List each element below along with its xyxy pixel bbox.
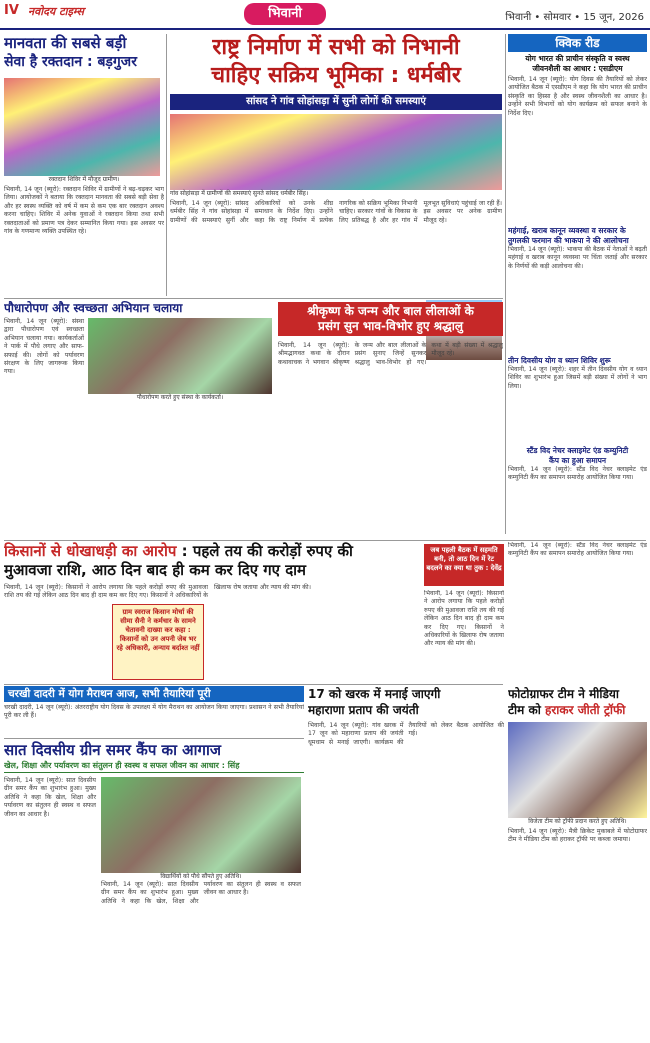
- page-header: [0, 0, 650, 30]
- quickread-title-1: योग भारत की प्राचीन संस्कृति व स्वस्थ: [525, 54, 630, 63]
- greencamp-body-2: भिवानी, 14 जून (ब्यूरो): सात दिवसीय ग्रीन समर कैंप का शुभारंभ हुआ। मुख्य अतिथि ने कहा कि खेल, शिक्षा और पर्यावरण का संतुलन ही स्वस्थ व सफल जीवन का आधार है।: [101, 881, 301, 905]
- plantation-body: भिवानी, 14 जून (ब्यूरो): संस्था द्वारा पौधारोपण एवं स्वच्छता अभियान चलाया गया। कार्यकर्ताओं ने पार्क में पौधे लगाए और साफ-सफाई की। लोगों को पर्यावरण संरक्षण के लिए जागरूक किया गया।: [4, 318, 84, 376]
- greencamp-title: सात दिवसीय ग्रीन समर कैंप का आगाज: [4, 741, 221, 759]
- quickread-sub2-body: भिवानी, 14 जून (ब्यूरो): शहर में तीन दिवसीय योग व ध्यान शिविर का शुभारंभ हुआ जिसमें बड़ी संख्या में लोगों ने भाग लिया।: [508, 366, 647, 390]
- lead-body: भिवानी, 14 जून (ब्यूरो): सांसद धर्मबीर सिंह ने गांव सोहांसड़ा में ग्रामीणों की समस्याएं सुनीं और अधिकारियों को उनके शीघ्र समाधान के निर्देश दिए। उन्होंने कहा कि राष्ट्र निर्माण में प्रत्येक नागरिक को सक्रिय भूमिका निभानी चाहिए। सरकार गांवों के विकास के लिए प्रतिबद्ध है और हर गांव में मूलभूत सुविधाएं पहुंचाई जा रही हैं। इस अवसर पर अनेक ग्रामीण मौजूद रहे।: [170, 200, 502, 224]
- pratap-body: भिवानी, 14 जून (ब्यूरो): गांव खरक में 17 जून को महाराणा प्रताप की जयंती धूमधाम से मनाई जाएगी। कार्यक्रम की तैयारियों को लेकर बैठक आयोजित की गई।: [308, 722, 504, 746]
- page-number: IV: [4, 3, 19, 18]
- article-plantation: [4, 300, 272, 538]
- divider: [4, 738, 304, 739]
- article-quickread: [508, 34, 647, 534]
- plantation-row: [4, 318, 272, 528]
- pratap-title-1: 17 को खरक में मनाई जाएगी: [308, 687, 441, 701]
- farmers-body: भिवानी, 14 जून (ब्यूरो): किसानों ने आरोप लगाया कि पहले करोड़ों रुपए की मुआवजा राशि तय की गई लेकिन आठ दिन बाद ही दाम कम कर दिए गए। किसानों ने अधिकारियों के खिलाफ रोष जताया और न्याय की मांग की।: [4, 584, 311, 600]
- greencamp-caption: विद्यार्थियों को पौधे सौंपते हुए अतिथि।: [160, 873, 242, 880]
- krishna-body: भिवानी, 14 जून (ब्यूरो): श्रीमद्भागवत कथा के दौरान कथावाचक ने भगवान श्रीकृष्ण के जन्म और बाल लीलाओं के प्रसंग सुनाए जिन्हें सुनकर श्रद्धालु भाव-विभोर हो गए। कथा में बड़ी संख्या में श्रद्धालु मौजूद रहे।: [278, 342, 503, 366]
- article-marathon: [4, 686, 304, 736]
- plantation-caption: पौधारोपण करते हुए संस्था के कार्यकर्ता।: [136, 394, 224, 401]
- farmers-content: [4, 584, 422, 678]
- lead-photo: [170, 114, 502, 190]
- farmers-title-1: [4, 542, 422, 561]
- blood-title-1: मानवता की सबसे बड़ी: [4, 34, 127, 52]
- photographer-title-2: [508, 702, 647, 718]
- article-farmers: [4, 542, 422, 682]
- krishna-title-2: प्रसंग सुन भाव-विभोर हुए श्रद्धालु: [318, 319, 463, 333]
- blood-body: भिवानी, 14 जून (ब्यूरो): रक्तदान शिविर में ग्रामीणों ने बढ़-चढ़कर भाग लिया। आयोजकों ने बताया कि रक्तदान मानवता की सबसे बड़ी सेवा है और हर स्वस्थ व्यक्ति को वर्ष में कम से कम एक बार रक्तदान अवश्य करना चाहिए। शिविर में अनेक युवाओं ने रक्तदान किया तथा सभी रक्तदाताओं को प्रमाण पत्र देकर सम्मानित किया गया। इस अवसर पर गांव के गणमान्य व्यक्ति उपस्थित रहे।: [4, 186, 164, 236]
- lead-title-2: चाहिए सक्रिय भूमिका : धर्मबीर: [211, 63, 461, 88]
- quickread-body: भिवानी, 14 जून (ब्यूरो): योग दिवस की तैयारियों को लेकर आयोजित बैठक में एसडीएम ने कहा कि योग भारत की प्राचीन संस्कृति का हिस्सा है और स्वस्थ जीवनशैली का आधार है। उन्होंने सभी विभागों को योग कार्यक्रम को सफल बनाने के निर्देश दिए।: [508, 76, 647, 117]
- farmers-title-red: किसानों से धोखाधड़ी का आरोप: [4, 542, 177, 560]
- photographer-title-1: फोटोग्राफर टीम ने मीडिया: [508, 687, 619, 701]
- farmers-side-callout-text: जब पहली बैठक में सहमति बनी, तो आठ दिन में रेट बदलने का क्या था तुक : देवेंद्र: [426, 546, 502, 572]
- photographer-top-body: भिवानी, 14 जून (ब्यूरो): स्टैंड विद नेचर क्लाइमेट एंड कम्युनिटी कैंप का समापन समारोह आयोजित किया गया।: [508, 542, 647, 558]
- divider: [4, 684, 503, 685]
- photographer-title-red: हराकर जीती ट्रॉफी: [545, 703, 626, 717]
- pratap-title-2: महाराणा प्रताप की जयंती: [308, 703, 419, 717]
- divider: [4, 298, 503, 299]
- blood-photo: [4, 78, 160, 176]
- article-lead: [170, 34, 502, 296]
- article-pratap: [308, 686, 504, 1038]
- quickread-sub1-title-1: महंगाई, खराब कानून व्यवस्था व सरकार के: [508, 226, 626, 235]
- krishna-title-1: श्रीकृष्ण के जन्म और बाल लीलाओं के: [307, 304, 474, 318]
- farmers-title-rest: : पहले तय की करोड़ों रुपए की: [181, 542, 353, 560]
- article-blood: [4, 34, 164, 296]
- divider: [505, 34, 506, 534]
- photographer-title-prefix: टीम को: [508, 703, 546, 717]
- greencamp-body: भिवानी, 14 जून (ब्यूरो): सात दिवसीय ग्रीन समर कैंप का शुभारंभ हुआ। मुख्य अतिथि ने कहा कि खेल, शिक्षा और पर्यावरण का संतुलन ही स्वस्थ व सफल जीवन का आधार है।: [4, 777, 96, 818]
- photographer-block: [508, 686, 647, 1038]
- quickread-sub1-title-2: तुगलकी फरमान की भाकपा ने की आलोचना: [508, 236, 629, 245]
- photographer-body: भिवानी, 14 जून (ब्यूरो): मैत्री क्रिकेट मुकाबले में फोटोग्राफर टीम ने मीडिया टीम को हराकर ट्रॉफी पर कब्जा जमाया।: [508, 828, 647, 844]
- marathon-body: चरखी दादरी, 14 जून (ब्यूरो): अंतरराष्ट्रीय योग दिवस के उपलक्ष्य में योग मैराथन का आयोजन किया जाएगा। प्रशासन ने सभी तैयारियां पूरी कर ली हैं।: [4, 704, 304, 720]
- article-greencamp: [4, 740, 304, 1040]
- greencamp-photo: [101, 777, 301, 873]
- photographer-photo: [508, 722, 647, 818]
- photographer-caption: विजेता टीम को ट्रॉफी प्रदान करते हुए अतिथि।: [528, 818, 627, 825]
- brand-name: नवोदय टाइम्स: [28, 5, 84, 18]
- quickread-sub3-body: भिवानी, 14 जून (ब्यूरो): स्टैंड विद नेचर क्लाइमेट एंड कम्युनिटी कैंप का समापन समारोह आयोजित किया गया।: [508, 466, 647, 482]
- section-label: भिवानी: [244, 3, 326, 25]
- quickread-sub2-title: तीन दिवसीय योग व ध्यान शिविर शुरू: [508, 356, 611, 365]
- plantation-title: पौधारोपण और स्वच्छता अभियान चलाया: [4, 301, 183, 315]
- krishna-title-bar: [278, 302, 503, 336]
- greencamp-deck: खेल, शिक्षा और पर्यावरण का संतुलन ही स्वस्थ व सफल जीवन का आधार : सिंह: [4, 760, 304, 773]
- blood-caption: रक्तदान शिविर में मौजूद ग्रामीण।: [48, 176, 120, 183]
- quickread-title-2: जीवनशैली का आधार : एसडीएम: [532, 64, 623, 73]
- greencamp-row: [4, 777, 304, 1037]
- lead-title-1: राष्ट्र निर्माण में सभी को निभानी: [212, 35, 460, 60]
- plantation-photo: [88, 318, 272, 394]
- lead-caption: गांव सोहांसड़ा में ग्रामीणों की समस्याएं सुनते सांसद धर्मबीर सिंह।: [170, 190, 309, 197]
- farmers-side-callout: [424, 544, 504, 586]
- article-krishna: [274, 302, 503, 538]
- divider: [166, 34, 167, 296]
- marathon-title: चरखी दादरी में योग मैराथन आज, सभी तैयारियां पूरी: [4, 686, 304, 702]
- greencamp-media: [101, 777, 301, 1037]
- plantation-media: [88, 318, 272, 528]
- divider: [4, 540, 646, 541]
- header-rule: [0, 28, 650, 30]
- dateline: भिवानी • सोमवार • 15 जून, 2026: [505, 12, 644, 23]
- quickread-sub3-title-1: स्टैंड विद नेचर क्लाइमेट एंड कम्युनिटी: [526, 446, 629, 455]
- lead-deck: सांसद ने गांव सोहांसड़ा में सुनी लोगों की समस्याएं: [170, 94, 502, 110]
- quickread-sub3-title-2: कैंप का हुआ समापन: [548, 456, 607, 465]
- quickread-sub1-body: भिवानी, 14 जून (ब्यूरो): भाकपा की बैठक में नेताओं ने बढ़ती महंगाई व खराब कानून व्यवस्था पर चिंता जताई और सरकार के निर्णयों की कड़ी आलोचना की।: [508, 246, 647, 270]
- quickread-label: क्विक रीड: [508, 34, 647, 52]
- farmers-callout: ग्राम स्वराज किसान मोर्चा की सीमा सैनी ने कर्मचार के सामने चेतावनी दाख्या कर कहा : किसानों को उन अपनी जेब भर रहे अधिकारी, अन्याय बर्दाश्त नहीं: [112, 604, 204, 680]
- blood-title-2: सेवा है रक्तदान : बड़गुजर: [4, 54, 137, 70]
- farmers-title-2: मुआवजा राशि, आठ दिन बाद ही कम कर दिए गए दाम: [4, 561, 307, 579]
- farmers-side-body: भिवानी, 14 जून (ब्यूरो): किसानों ने आरोप लगाया कि पहले करोड़ों रुपए की मुआवजा राशि तय की गई लेकिन आठ दिन बाद ही दाम कम कर दिए गए। किसानों ने अधिकारियों के खिलाफ रोष जताया और न्याय की मांग की।: [424, 590, 504, 648]
